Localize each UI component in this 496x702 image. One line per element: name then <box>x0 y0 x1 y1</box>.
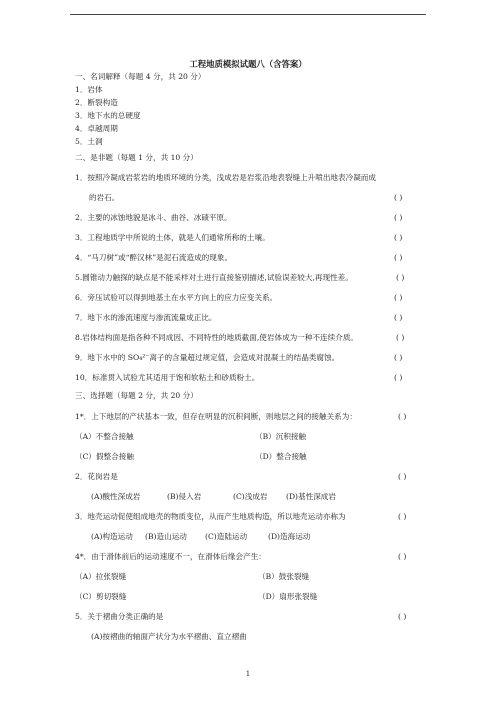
s3-q2-option-d: (D)基性深成岩 <box>286 492 336 501</box>
s3-q5-answer-blank[interactable]: ( ) <box>398 612 407 621</box>
s3-q4-option-d: （D）扇形张裂缝 <box>258 592 318 601</box>
s3-q2-option-b: (B)侵入岩 <box>167 492 202 501</box>
s3-q1: 1*．上下地层的产状基本一致，但存在明显的沉积间断，则地层之间的接触关系为： <box>75 412 357 421</box>
s3-q3-answer-blank[interactable]: ( ) <box>398 512 407 521</box>
s2-q8-answer-blank[interactable]: ( ) <box>396 333 405 342</box>
s2-q4-answer-blank[interactable]: ( ) <box>394 253 403 262</box>
s3-q1-option-a: （A）不整合接触 <box>75 432 134 441</box>
s1-item-2: 2．断裂构造 <box>75 98 118 107</box>
s1-item-4: 4．卓越周期 <box>75 124 118 133</box>
s2-q7: 7．地下水的渗流速度与渗流流量成正比。 <box>75 313 217 322</box>
s3-q2: 2．花岗岩是 <box>75 472 118 481</box>
s3-q2-answer-blank[interactable]: ( ) <box>398 472 407 481</box>
s2-q7-answer-blank[interactable]: ( ) <box>394 313 403 322</box>
s2-q2-answer-blank[interactable]: ( ) <box>394 213 403 222</box>
s2-q3-answer-blank[interactable]: ( ) <box>394 233 403 242</box>
s2-q1-line2: 的岩石。 <box>89 193 120 202</box>
s3-q2-option-c: (C)浅成岩 <box>233 492 268 501</box>
section-3-heading: 三、选择题（每题 2 分，共 20 分） <box>75 391 198 400</box>
s2-q1-line1: 1．按照冷凝成岩浆岩的地质环境的分类，浅成岩是岩浆沿地表裂缝上升喷出地表冷凝而成 <box>75 173 376 182</box>
s3-q5: 5．关于褶曲分类正确的是 <box>75 612 164 621</box>
s3-q3-option-d: (D)造海运动 <box>268 532 311 541</box>
s2-q1-answer-blank[interactable]: ( ) <box>394 193 403 202</box>
s2-q4: 4．“马刀树”或“醉汉林”是泥石流造成的现象。 <box>75 253 233 262</box>
s3-q4-option-b: （B）鼓张裂缝 <box>258 572 310 581</box>
s1-item-5: 5．土洞 <box>75 137 103 146</box>
s2-q9-answer-blank[interactable]: ( ) <box>394 353 403 362</box>
s3-q4-answer-blank[interactable]: ( ) <box>398 552 407 561</box>
s3-q1-option-c: （C）假整合接触 <box>75 452 134 461</box>
s3-q3-option-c: (C)造陆运动 <box>205 532 248 541</box>
s3-q4-option-a: （A）拉张裂缝 <box>75 572 127 581</box>
section-1-heading: 一、名词解释（每题 4 分，共 20 分） <box>75 72 206 81</box>
s1-item-1: 1．岩体 <box>75 85 103 94</box>
s2-q2: 2．主要的冰蚀地貌是冰斗、曲谷、冰碛平原。 <box>75 213 232 222</box>
s2-q6-answer-blank[interactable]: ( ) <box>394 293 403 302</box>
s2-q9: 9．地下水中的 SO₄²⁻离子的含量超过规定值，会造成对混凝土的结晶类腐蚀。 <box>75 353 340 362</box>
page-number: 1 <box>245 670 251 678</box>
s2-q8: 8.岩体结构面是指各种不同成因、不同特性的地质截面,使岩体成为一种不连续介质。 <box>75 333 359 342</box>
section-2-heading: 二、是非题（每题 1 分，共 10 分） <box>75 153 198 162</box>
s2-q6: 6．旁压试验可以得到地基土在水平方向上的应力应变关系。 <box>75 293 278 302</box>
s3-q1-option-d: （D）整合接触 <box>255 452 307 461</box>
s3-q2-option-a: (A)酸性深成岩 <box>91 492 141 501</box>
s2-q5: 5.圆锥动力触探的缺点是不能采样对土进行直接鉴别描述,试验误差较大,再现性差。 <box>75 273 353 282</box>
s3-q4: 4*．由于滑体前后的运动速度不一，在滑体后缘会产生： <box>75 552 266 561</box>
document-title: 工程地质模拟试题八（含答案） <box>189 59 307 69</box>
s3-q1-option-b: （B）沉积接触 <box>255 432 307 441</box>
s3-q3-option-a: (A)构造运动 <box>91 532 133 541</box>
s3-q1-answer-blank[interactable]: ( ) <box>398 412 407 421</box>
s3-q4-option-c: （C）剪切裂缝 <box>75 592 127 601</box>
s2-q5-answer-blank[interactable]: ( ) <box>396 273 405 282</box>
s1-item-3: 3．地下水的总硬度 <box>75 111 141 120</box>
s3-q5-option-a: (A)按褶曲的轴面产状分为水平褶曲、直立褶曲 <box>91 632 247 641</box>
header-rule <box>70 14 426 15</box>
s3-q3-option-b: (B)造山运动 <box>145 532 187 541</box>
s3-q3: 3．地壳运动促使组成地壳的物质变位，从而产生地质构造，所以地壳运动亦称为 <box>75 512 346 521</box>
s2-q10-answer-blank[interactable]: ( ) <box>394 373 403 382</box>
s2-q10: 10．标准贯入试验尤其适用于饱和软粘土和砂质粉土。 <box>75 373 260 382</box>
s2-q3: 3．工程地质学中所说的土体，就是人们通常所称的土壤。 <box>75 233 270 242</box>
